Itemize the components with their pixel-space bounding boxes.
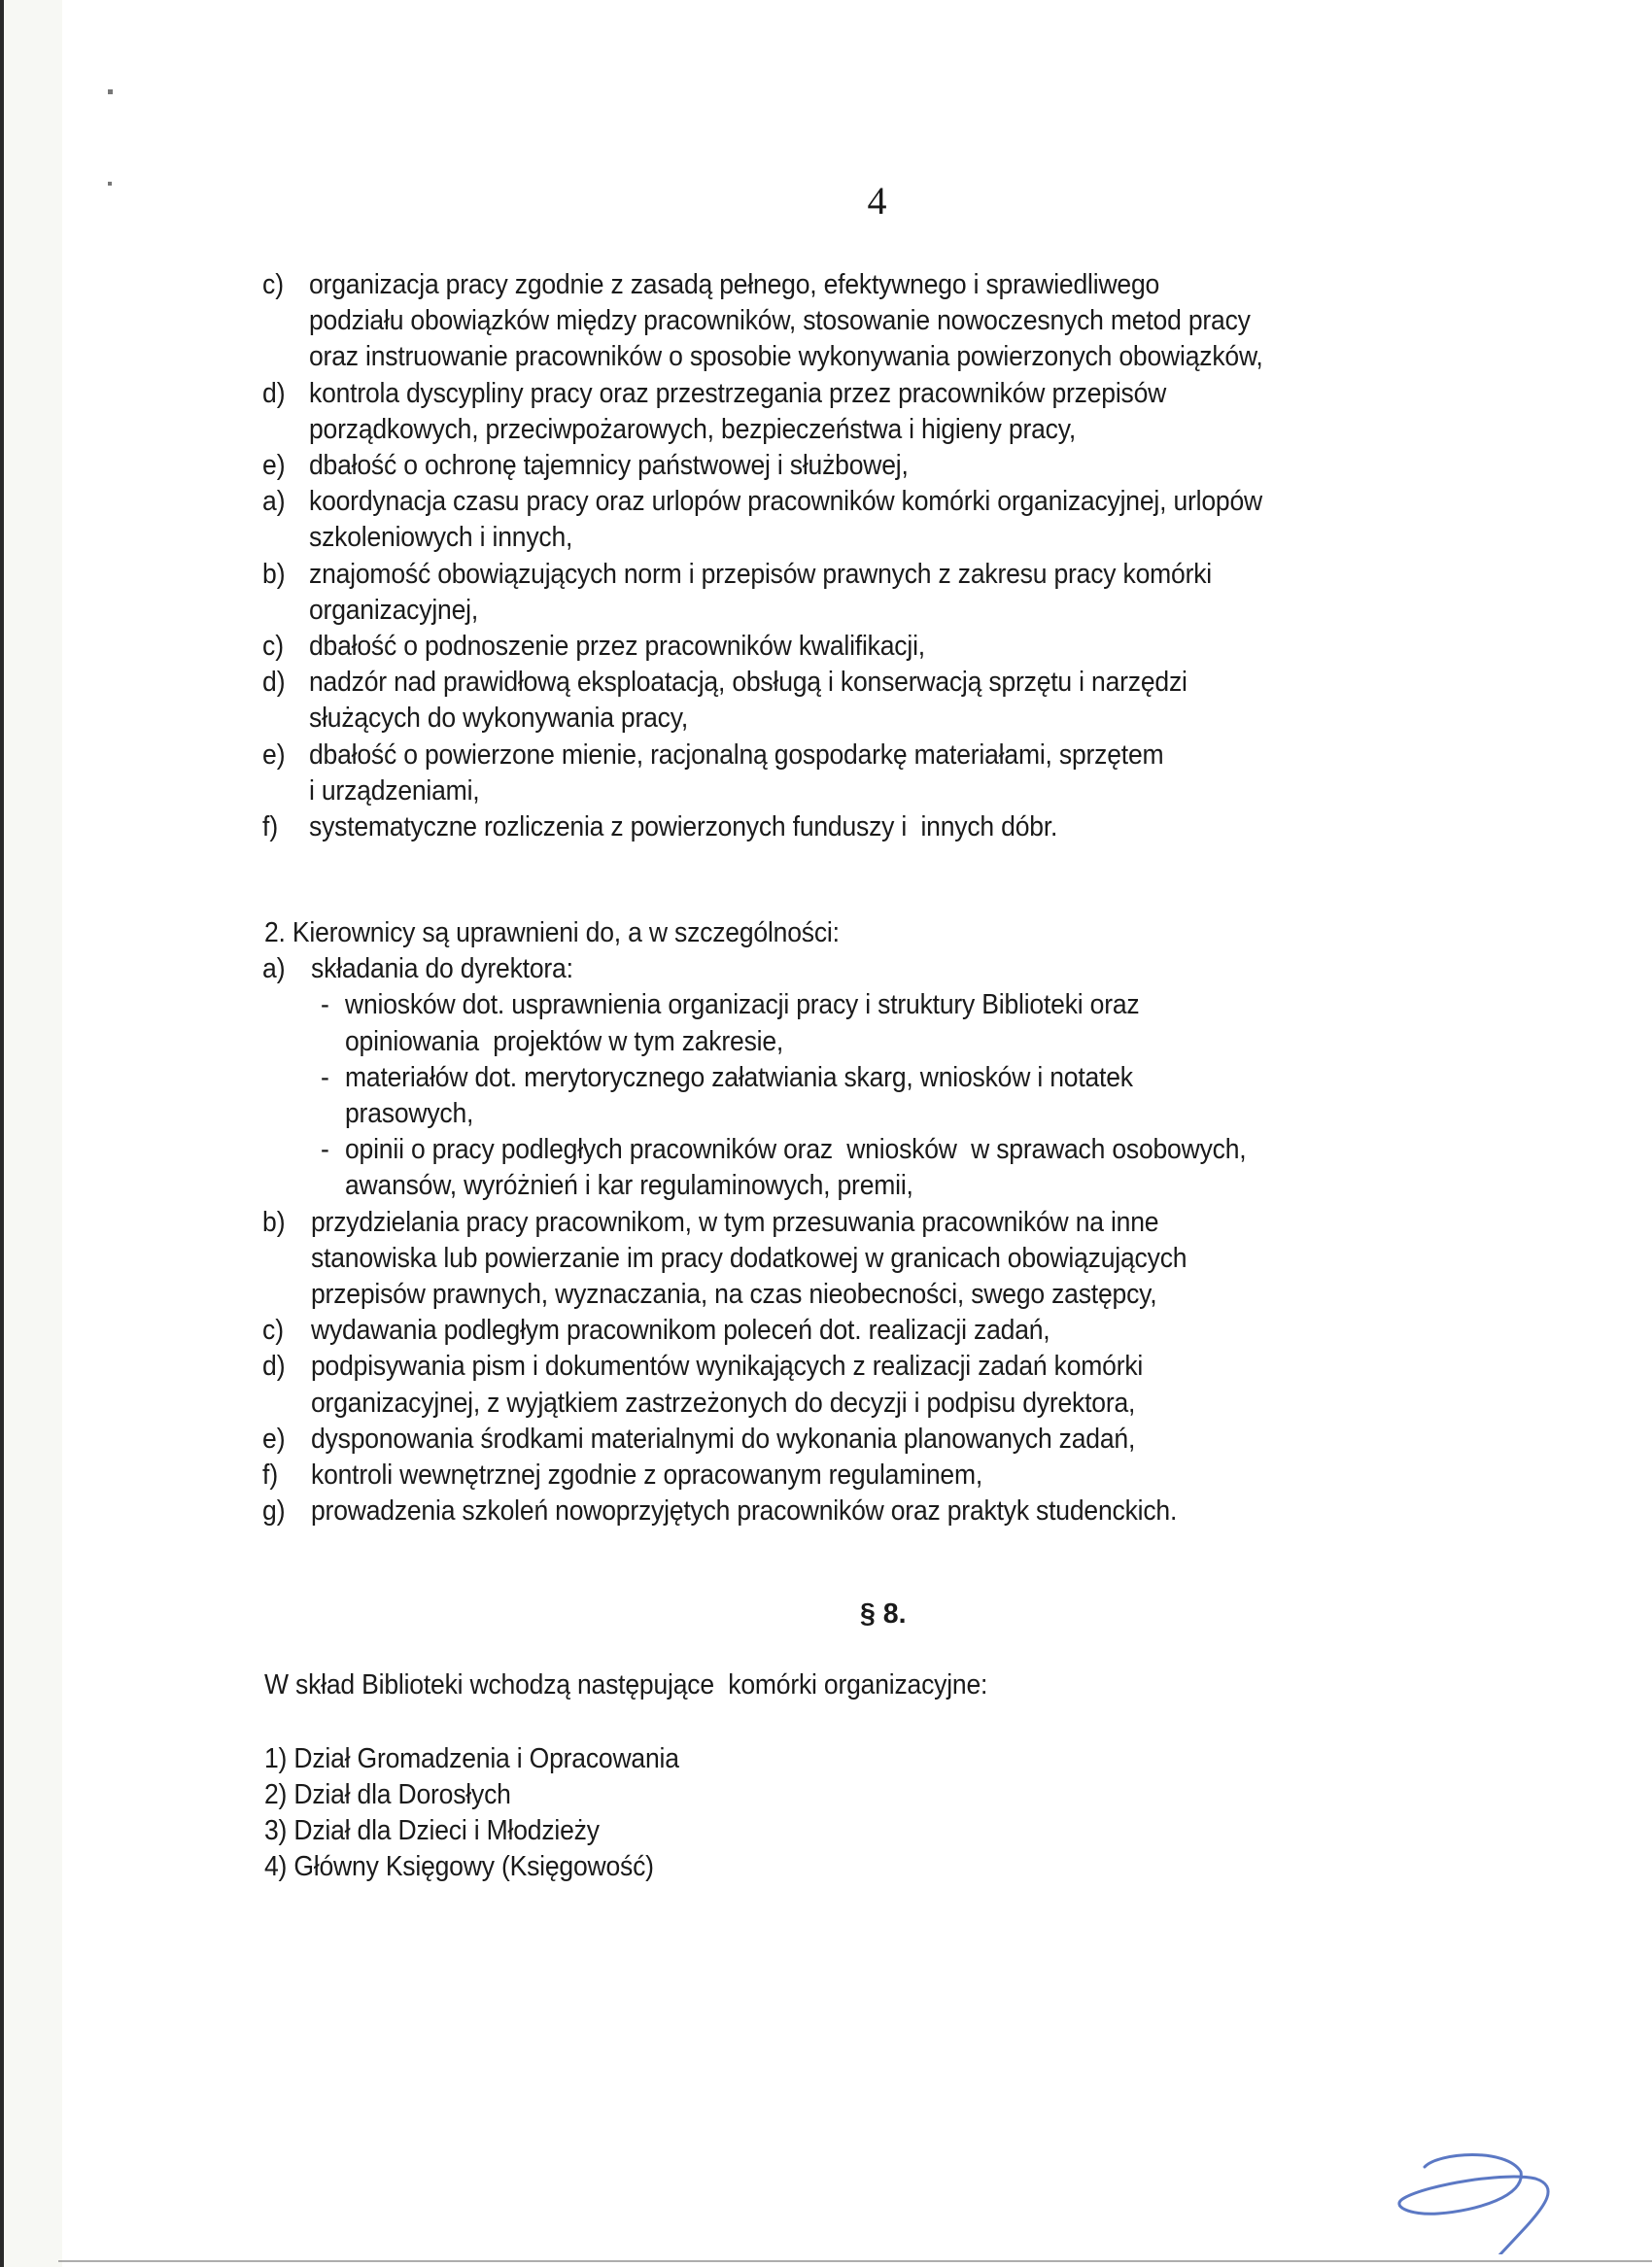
list-item-label: g) [262,1495,286,1528]
list-item-label: c) [262,631,285,662]
section-intro: W skład Biblioteki wchodzą następujące komórki organizacyjne: [264,1669,988,1700]
list-item-text: kontrola dyscypliny pracy oraz przestrzegania przez pracowników przepisów [309,377,1167,409]
list-item-text: przepisów prawnych, wyznaczania, na czas nieobecności, swego zastępcy, [311,1279,1157,1310]
list-item-label: c) [262,269,285,300]
section-heading: § 8. [860,1598,907,1630]
list-item-text: służących do wykonywania pracy, [309,703,689,735]
list-item-label: c) [262,1315,285,1347]
list-item-label: a) [262,953,286,985]
dash-marker: - [321,1134,329,1166]
list-item-text: dbałość o ochronę tajemnicy państwowej i służbowej, [309,450,909,481]
list-item-text: wydawania podległym pracownikom poleceń dot. realizacji zadań, [311,1315,1050,1347]
list-item-text: porządkowych, przeciwpożarowych, bezpieczeństwa i higieny pracy, [309,413,1077,445]
unit-item: 1) Dział Gromadzenia i Opracowania [264,1743,679,1774]
list-item-label: d) [262,667,286,699]
list-item-text: przydzielania pracy pracownikom, w tym przesuwania pracowników na inne [311,1206,1159,1238]
unit-item: 2) Dział dla Dorosłych [264,1779,511,1810]
list-item-text: szkoleniowych i innych, [309,522,573,554]
signature-icon [1390,2118,1584,2254]
list-item-text: podpisywania pism i dokumentów wynikających z realizacji zadań komórki [311,1351,1144,1383]
dash-marker: - [321,989,329,1021]
scan-bottom-edge [58,2260,1652,2262]
list-item-text: podziału obowiązków między pracowników, stosowanie nowoczesnych metod pracy [309,305,1251,337]
list-item-text: składania do dyrektora: [311,953,573,985]
list-item-label: b) [262,1206,286,1238]
list-item-label: d) [262,1351,286,1383]
dash-item-text: opiniowania projektów w tym zakresie, [345,1025,784,1057]
list-item-text: dbałość o podnoszenie przez pracowników kwalifikacji, [309,631,925,662]
dash-item-text: wniosków dot. usprawnienia organizacji pracy i struktury Biblioteki oraz [345,989,1140,1021]
scan-speck [108,89,113,94]
list-item-text: znajomość obowiązujących norm i przepisów prawnych z zakresu pracy komórki [309,558,1213,590]
list-item-label: d) [262,377,286,409]
point-heading: 2. Kierownicy są uprawnieni do, a w szczególności: [264,917,840,948]
list-item-text: dbałość o powierzone mienie, racjonalną gospodarkę materiałami, sprzętem [309,738,1164,771]
dash-item-text: prasowych, [345,1098,474,1129]
list-item-label: a) [262,486,286,518]
list-item-text: prowadzenia szkoleń nowoprzyjętych pracowników oraz praktyk studenckich. [311,1495,1178,1528]
dash-item-text: awansów, wyróżnień i kar regulaminowych, premii, [345,1170,913,1202]
list-item-text: kontroli wewnętrznej zgodnie z opracowanym regulaminem, [311,1460,983,1491]
list-item-text: i urządzeniami, [309,774,480,807]
unit-item: 3) Dział dla Dzieci i Młodzieży [264,1815,600,1846]
list-item-text: stanowiska lub powierzanie im pracy dodatkowej w granicach obowiązujących [311,1242,1187,1274]
list-item-text: systematyczne rozliczenia z powierzonych funduszy i innych dóbr. [309,811,1058,842]
list-item-text: dysponowania środkami materialnymi do wykonania planowanych zadań, [311,1423,1136,1455]
dash-marker: - [321,1061,329,1093]
list-item-label: e) [262,738,286,771]
dash-item-text: opinii o pracy podległych pracowników oraz wniosków w sprawach osobowych, [345,1134,1247,1166]
unit-item: 4) Główny Księgowy (Księgowość) [264,1851,654,1882]
page-number: 4 [867,179,887,223]
dash-item-text: materiałów dot. merytorycznego załatwiania skarg, wniosków i notatek [345,1061,1133,1093]
scan-margin [4,0,62,2267]
list-item-label: b) [262,558,286,590]
list-item-label: f) [262,1460,279,1491]
list-item-label: e) [262,450,286,481]
list-item-text: nadzór nad prawidłową eksploatacją, obsługą i konserwacją sprzętu i narzędzi [309,667,1187,699]
list-item-label: e) [262,1423,286,1455]
list-item-text: oraz instruowanie pracowników o sposobie wykonywania powierzonych obowiązków, [309,341,1263,373]
list-item-label: f) [262,811,279,842]
list-item-text: organizacja pracy zgodnie z zasadą pełnego, efektywnego i sprawiedliwego [309,269,1160,300]
list-item-text: organizacyjnej, [309,594,479,626]
list-item-text: organizacyjnej, z wyjątkiem zastrzeżonych do decyzji i podpisu dyrektora, [311,1387,1136,1419]
list-item-text: koordynacja czasu pracy oraz urlopów pracowników komórki organizacyjnej, urlopów [309,486,1262,518]
